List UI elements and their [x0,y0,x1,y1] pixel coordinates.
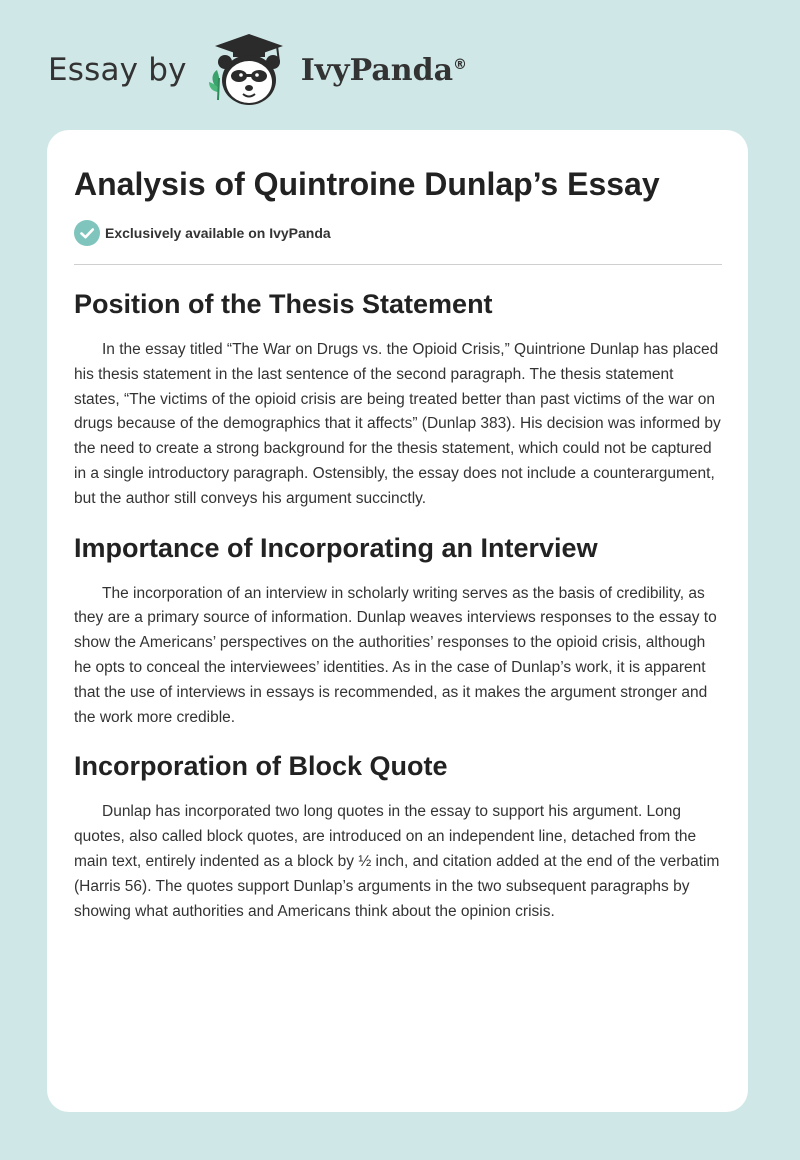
exclusive-badge [74,220,722,246]
brand-name-text: IvyPanda [300,52,454,88]
title-divider [74,264,722,265]
section-paragraph: The incorporation of an interview in scholarly writing serves as the basis of credibility, as they are a primary source of information. Dunlap weaves interviews responses to the essay to show the Americans’ perspectives on the authorities’ responses to the opioid crisis, although he opts to conceal the interviewees’ identities. As in the case of Dunlap’s work, it is apparent that the use of interviews in essays is recommended, as it makes the argument stronger and the work more credible. [74,584,717,726]
section-paragraph: In the essay titled “The War on Drugs vs. the Opioid Crisis,” Quintrione Dunlap has placed his thesis statement in the last sentence of the second paragraph. The thesis statement states, “The victims of the opioid crisis are being treated better than past victims of the war on drugs because of the demographics that it affects” (Dunlap 383). His decision was informed by the need to create a strong background for the thesis statement, which could not be captured in a single introductory paragraph. Ostensibly, the essay does not include a counterargument, but the author still conveys his argument succinctly. [74,341,721,507]
section-paragraph: Dunlap has incorporated two long quotes in the essay to support his argument. Long quotes, also called block quotes, are introduced on an independent line, detached from the main text, entirely indented as a block by ½ inch, and citation added at the end of the verbatim (Harris 56). The quotes support Dunlap’s arguments in the two subsequent paragraphs by showing what authorities and Americans think about the opinion crisis. [74,803,720,920]
site-header [48,30,467,110]
section-thesis-position [74,287,722,512]
essay-card [47,130,748,1112]
section-heading: Position of the Thesis Statement [74,289,493,319]
exclusive-badge-text: Exclusively available on IvyPanda [105,225,331,241]
section-block-quote [74,749,722,924]
panda-logo-icon[interactable] [203,30,299,110]
page-title: Analysis of Quintroine Dunlap’s Essay [74,166,660,202]
registered-mark: ® [453,56,468,73]
section-heading: Incorporation of Block Quote [74,751,448,782]
section-heading: Importance of Incorporating an Interview [74,532,598,563]
brand-name[interactable] [301,53,467,88]
essay-by-label: Essay by [48,52,187,88]
section-interview-importance [74,531,722,731]
check-circle-icon [74,220,100,246]
